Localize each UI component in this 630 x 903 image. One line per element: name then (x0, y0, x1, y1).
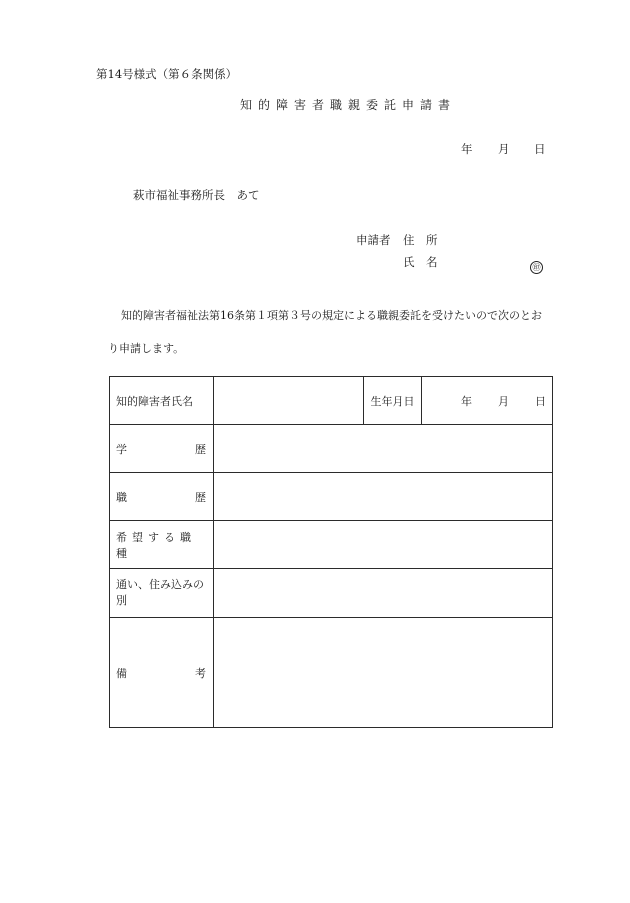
commute-label-cell (110, 569, 214, 618)
desired-job-label: 希望する職種 (116, 530, 196, 560)
body-text-line2: り申請します。 (108, 342, 185, 355)
name-label: 知的障害者氏名 (116, 394, 193, 408)
table-row (110, 569, 553, 618)
desired-job-value-cell[interactable] (214, 521, 553, 569)
commute-label: 通い、住み込みの別 (116, 578, 204, 607)
table-row (110, 521, 553, 569)
body-text-line1: 知的障害者福祉法第16条第１項第３号の規定による職親委託を受けたいので次のとお (121, 309, 542, 322)
table-row (110, 425, 553, 473)
seal-mark-icon (530, 255, 543, 274)
date-day-label: 日 (534, 142, 546, 156)
date-month-label: 月 (498, 142, 510, 156)
name-label-cell (110, 377, 214, 425)
table-row (110, 618, 553, 728)
work-history-value-cell[interactable] (214, 473, 553, 521)
commute-value-cell[interactable] (214, 569, 553, 618)
application-table (109, 376, 553, 728)
remarks-label (116, 665, 206, 681)
education-label (116, 441, 207, 457)
applicant-address-label: 住 所 (403, 233, 438, 247)
remarks-value-cell[interactable] (214, 618, 553, 728)
education-label-cell (110, 425, 214, 473)
birthdate-month-label: 月 (498, 394, 509, 408)
birthdate-label-cell (364, 377, 422, 425)
name-value-cell[interactable] (214, 377, 364, 425)
form-number: 第14号様式（第６条関係） (96, 67, 238, 81)
birthdate-day-label: 日 (535, 394, 546, 408)
label-char: 歴 (195, 490, 206, 504)
label-char: 学 (116, 442, 127, 456)
desired-job-label-cell (110, 521, 214, 569)
label-char: 歴 (195, 442, 206, 456)
remarks-label-cell (110, 618, 214, 728)
label-char: 考 (195, 666, 206, 680)
birthdate-label: 生年月日 (370, 394, 415, 408)
work-history-label-cell (110, 473, 214, 521)
applicant-label: 申請者 (356, 233, 391, 247)
birthdate-year-label: 年 (461, 394, 472, 408)
birthdate-value-cell[interactable] (422, 377, 553, 425)
education-value-cell[interactable] (214, 425, 553, 473)
applicant-name-label: 氏 名 (403, 255, 438, 269)
form-title: 知的障害者職親委託申請書 (240, 98, 457, 112)
seal-mark: ㊞ (530, 261, 543, 274)
date-year-label: 年 (461, 142, 473, 156)
table-row (110, 473, 553, 521)
label-char: 備 (116, 666, 127, 680)
education-label-text (116, 441, 206, 457)
table-row (110, 377, 553, 425)
work-history-label (116, 489, 207, 505)
label-char: 職 (116, 490, 127, 504)
work-history-label-text (116, 489, 206, 505)
addressee: 萩市福祉事務所長 あて (133, 188, 260, 202)
